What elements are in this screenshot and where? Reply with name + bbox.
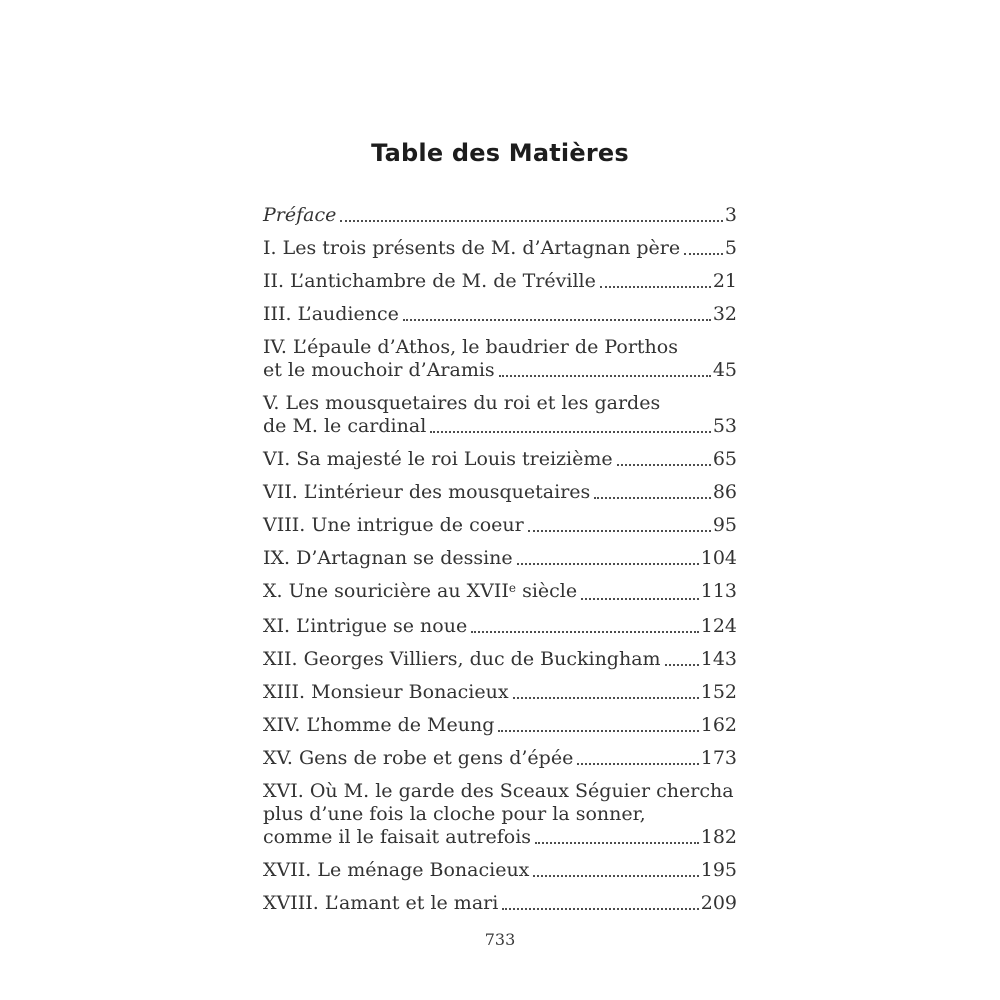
toc-entry-label: XVIII. L’amant et le mari — [263, 892, 499, 914]
toc-entry-leader-line — [263, 648, 737, 671]
toc-entry-page-number: 21 — [712, 270, 737, 292]
page-number-footer: 733 — [484, 930, 516, 949]
toc-entry-page-number: 209 — [700, 892, 737, 914]
toc-entry-leader-line — [263, 580, 737, 605]
toc-entry-page-number: 113 — [700, 580, 737, 602]
toc-entry — [263, 681, 737, 704]
dot-leader — [498, 730, 698, 732]
dot-leader — [665, 664, 699, 666]
toc-entry — [263, 580, 737, 605]
toc-entry — [263, 237, 737, 260]
dot-leader — [499, 375, 711, 377]
toc-entry-label: de M. le cardinal — [263, 415, 427, 437]
toc-entry-label: IV. L’épaule d’Athos, le baudrier de Porthos — [263, 336, 678, 358]
toc-entry — [263, 615, 737, 638]
toc-entry — [263, 204, 737, 227]
dot-leader — [528, 530, 711, 532]
toc-entry-label: Préface — [263, 204, 337, 226]
toc-title: Table des Matières — [371, 139, 629, 167]
toc-entry-page-number: 173 — [700, 747, 737, 769]
toc-entry-label: et le mouchoir d’Aramis — [263, 359, 495, 381]
toc-entry-label: II. L’antichambre de M. de Tréville — [263, 270, 596, 292]
toc-entry-label: IX. D’Artagnan se dessine — [263, 547, 513, 569]
toc-entry-label: XIII. Monsieur Bonacieux — [263, 681, 509, 703]
dot-leader — [513, 697, 699, 699]
toc-entry-page-number: 86 — [712, 481, 737, 503]
toc-entry-leader-line — [263, 714, 737, 737]
toc-entry-label: comme il le faisait autrefois — [263, 826, 532, 848]
toc-entry-leader-line — [263, 892, 737, 915]
toc-entry-leader-line — [263, 270, 737, 293]
toc-entry-label: XII. Georges Villiers, duc de Buckingham — [263, 648, 661, 670]
toc-entry — [263, 270, 737, 293]
toc-entry-label: X. Une souricière au XVIIe siècle — [263, 580, 578, 602]
dot-leader — [594, 497, 711, 499]
toc-entry-leader-line — [263, 547, 737, 570]
toc-entry — [263, 448, 737, 471]
toc-entry-label: XIV. L’homme de Meung — [263, 714, 495, 736]
toc-entry-label: XVI. Où M. le garde des Sceaux Séguier chercha — [263, 780, 734, 802]
toc-entry — [263, 747, 737, 770]
dot-leader — [403, 319, 711, 321]
toc-entry-page-number: 95 — [712, 514, 737, 536]
toc-entry-label: V. Les mousquetaires du roi et les gardes — [263, 392, 661, 414]
toc-entry-leader-line — [263, 514, 737, 537]
toc-entry-page-number: 3 — [724, 204, 737, 226]
toc-entry-page-number: 182 — [700, 826, 737, 848]
toc-entry — [263, 859, 737, 882]
toc-entry-page-number: 53 — [712, 415, 737, 437]
toc-entry-leader-line — [263, 481, 737, 504]
toc-entry — [263, 392, 737, 438]
toc-entry-page-number: 162 — [700, 714, 737, 736]
toc-list — [263, 204, 737, 915]
toc-entry — [263, 648, 737, 671]
toc-entry-leader-line — [263, 448, 737, 471]
toc-entry-label: VII. L’intérieur des mousquetaires — [263, 481, 591, 503]
toc-entry-page-number: 65 — [712, 448, 737, 470]
toc-entry-page-number: 195 — [700, 859, 737, 881]
dot-leader — [577, 763, 698, 765]
toc-entry-page-number: 124 — [700, 615, 737, 637]
toc-entry — [263, 481, 737, 504]
toc-entry — [263, 547, 737, 570]
toc-entry — [263, 892, 737, 915]
dot-leader — [502, 908, 698, 910]
toc-entry-leader-line — [263, 681, 737, 704]
dot-leader — [617, 464, 711, 466]
toc-entry-page-number: 32 — [712, 303, 737, 325]
toc-entry-leader-line — [263, 826, 737, 849]
toc-entry — [263, 303, 737, 326]
toc-entry-text-line — [263, 803, 737, 826]
toc-entry-label: III. L’audience — [263, 303, 399, 325]
toc-entry — [263, 336, 737, 382]
toc-entry-leader-line — [263, 303, 737, 326]
toc-entry-page-number: 104 — [700, 547, 737, 569]
dot-leader — [535, 842, 699, 844]
dot-leader — [517, 563, 699, 565]
toc-entry-leader-line — [263, 359, 737, 382]
toc-entry-label: VI. Sa majesté le roi Louis treizième — [263, 448, 613, 470]
dot-leader — [600, 286, 711, 288]
toc-entry-label: I. Les trois présents de M. d’Artagnan père — [263, 237, 681, 259]
toc-entry — [263, 714, 737, 737]
dot-leader — [581, 598, 699, 600]
superscript-ordinal: e — [508, 580, 517, 595]
toc-entry-label: XVII. Le ménage Bonacieux — [263, 859, 530, 881]
toc-entry-leader-line — [263, 415, 737, 438]
toc-entry-label: VIII. Une intrigue de coeur — [263, 514, 524, 536]
toc-entry-label: XI. L’intrigue se noue — [263, 615, 468, 637]
dot-leader — [533, 875, 698, 877]
toc-entry-leader-line — [263, 859, 737, 882]
toc-entry-leader-line — [263, 747, 737, 770]
toc-entry-text-line — [263, 780, 737, 803]
toc-entry-leader-line — [263, 615, 737, 638]
toc-entry-leader-line — [263, 204, 737, 227]
toc-entry-page-number: 152 — [700, 681, 737, 703]
toc-entry-label: plus d’une fois la cloche pour la sonner, — [263, 803, 646, 825]
toc-entry — [263, 780, 737, 849]
dot-leader — [471, 631, 699, 633]
toc-entry — [263, 514, 737, 537]
toc-entry-text-line — [263, 392, 737, 415]
toc-entry-page-number: 45 — [712, 359, 737, 381]
toc-entry-page-number: 143 — [700, 648, 737, 670]
dot-leader — [340, 220, 723, 222]
dot-leader — [684, 253, 723, 255]
toc-entry-leader-line — [263, 237, 737, 260]
toc-entry-label: XV. Gens de robe et gens d’épée — [263, 747, 574, 769]
dot-leader — [430, 431, 711, 433]
toc-entry-page-number: 5 — [724, 237, 737, 259]
toc-entry-text-line — [263, 336, 737, 359]
